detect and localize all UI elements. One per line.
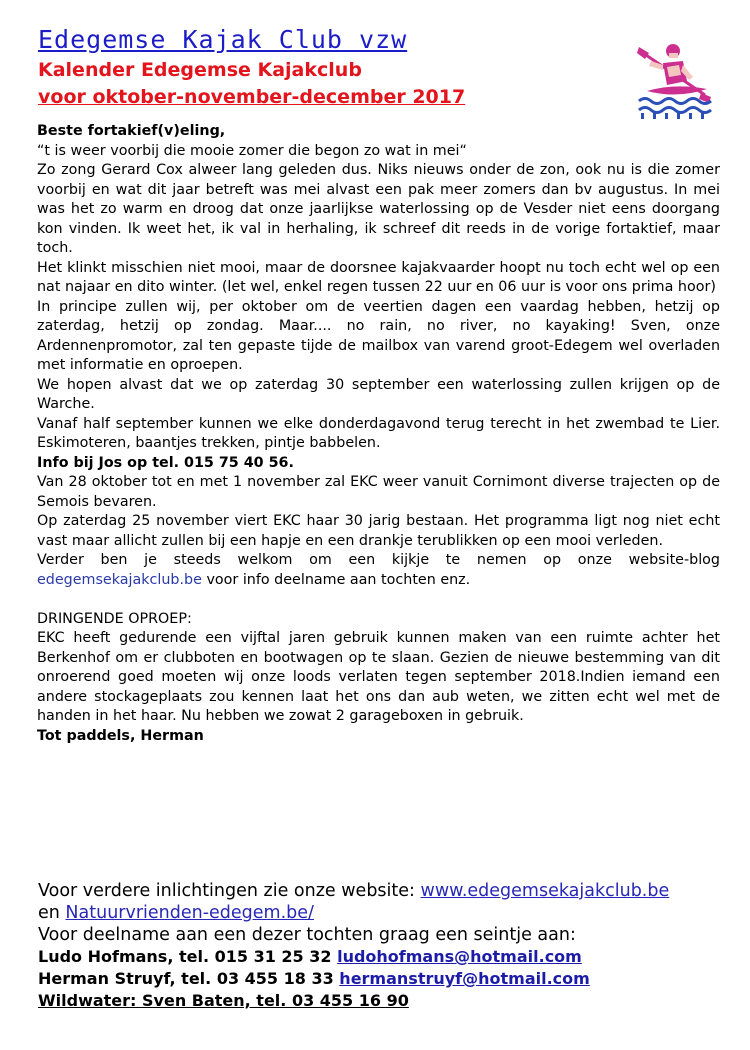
club-name-title: Edegemse Kajak Club vzw xyxy=(38,25,408,54)
paragraph-summer: Zo zong Gerard Cox alweer lang geleden dus. Niks nieuws onder de zon, ook nu is die zomer voorbij en wat dit jaar betreft was mei alvast een pak meer zomers dan bv augustus. In mei was het zo warm en droog dat onze jaarlijkse waterlossing op de Vesder niet eens doorgang kon vinden. Ik weet het, ik val in herhaling, ik schreef dit reeds in de vorige fortaktief, maar toch. xyxy=(37,162,720,256)
footer-contact xyxy=(38,880,738,1012)
kayaker-logo-icon xyxy=(637,39,715,121)
nature-line xyxy=(38,902,738,924)
signup-line: Voor deelname aan een dezer tochten graag een seintje aan: xyxy=(38,925,576,945)
website-intro: Voor verdere inlichtingen zie onze website: xyxy=(38,881,421,901)
song-quote: “t is weer voorbij die mooie zomer die begon zo wat in mei“ xyxy=(37,142,467,159)
spacer xyxy=(37,590,720,610)
email-link-herman[interactable]: hermanstruyf@hotmail.com xyxy=(339,969,590,988)
calendar-title: Kalender Edegemse Kajakclub xyxy=(38,59,362,81)
paragraph-weather: Het klinkt misschien niet mooi, maar de doorsnee kajakvaarder hoopt nu toch echt wel op een nat najaar en dito winter. (let wel, enkel regen tussen 22 uur en 06 uur is voor ons prima hoor) xyxy=(37,259,720,295)
website-link[interactable]: www.edegemsekajakclub.be xyxy=(420,881,670,901)
blog-outro: voor info deelname aan tochten enz. xyxy=(201,571,471,588)
paragraph-warche: We hopen alvast dat we op zaterdag 30 september een waterlossing zullen krijgen op de Warche. xyxy=(37,376,720,412)
contact-ludo xyxy=(38,946,738,968)
contact-wildwater: Wildwater: Sven Baten, tel. 03 455 16 90 xyxy=(38,991,409,1010)
and-text: en xyxy=(38,903,66,923)
nature-link[interactable]: Natuurvrienden-edegem.be/ xyxy=(65,903,314,923)
paragraph-semois: Van 28 oktober tot en met 1 november zal EKC weer vanuit Cornimont diverse trajecten op de Semois bevaren. xyxy=(37,474,720,510)
newsletter-body xyxy=(37,122,720,746)
paragraph-blog xyxy=(37,551,720,590)
website-line xyxy=(38,880,738,902)
urgent-text: EKC heeft gedurende een vijftal jaren gebruik kunnen maken van een ruimte achter het Berkenhof om er clubboten en bootwagen op te slaan. Gezien de nieuwe bestemming van dit onroerend goed moeten wij onze loods verlaten tegen september 2018.Indien iemand een andere stockageplaats zou kennen laat het ons dan aub weten, we zitten echt wel met de handen in het haar. Nu hebben we zowat 2 garageboxen in gebruik. xyxy=(37,630,720,724)
paragraph-anniversary: Op zaterdag 25 november viert EKC haar 30 jarig bestaan. Het programma ligt nog niet echt vast maar allicht zullen bij een hapje en een drankje terublikken op een mooi verleden. xyxy=(37,513,720,549)
urgent-heading: DRINGENDE OPROEP: xyxy=(37,610,192,627)
blog-link[interactable]: edegemsekajakclub.be xyxy=(37,571,202,588)
blog-intro: Verder ben je steeds welkom om een kijkje te nemen op onze website-blog xyxy=(37,552,720,568)
email-link-ludo[interactable]: ludohofmans@hotmail.com xyxy=(337,947,582,966)
calendar-period-title: voor oktober-november-december 2017 xyxy=(38,86,466,108)
paragraph-swimming-pool: Vanaf half september kunnen we elke donderdagavond terug terecht in het zwembad te Lier. Eskimoteren, baantjes trekken, pintje babbelen. xyxy=(37,415,720,451)
contact-text: Ludo Hofmans, tel. 015 31 25 32 xyxy=(38,947,338,966)
contact-herman xyxy=(38,968,738,990)
paragraph-schedule: In principe zullen wij, per oktober om de veertien dagen een vaardag hebben, hetzij op zaterdag, hetzij op zondag. Maar.... no rain, no river, no kayaking! Sven, onze Ardennenpromotor, zal ten gepaste tijde de mailbox van varend groot-Edegem wel overladen met informatie en oproepen. xyxy=(37,298,720,373)
closing-signature: Tot paddels, Herman xyxy=(37,727,204,744)
info-contact: Info bij Jos op tel. 015 75 40 56. xyxy=(37,454,294,471)
contact-text: Herman Struyf, tel. 03 455 18 33 xyxy=(38,969,340,988)
greeting: Beste fortakief(v)eling, xyxy=(37,123,226,139)
